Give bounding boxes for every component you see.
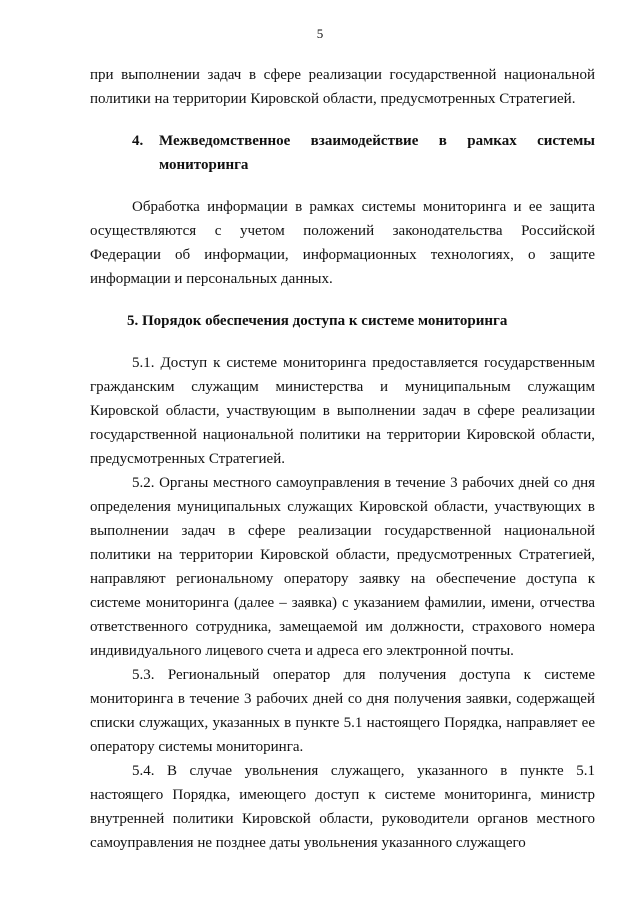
paragraph-5-4: 5.4. В случае увольнения служащего, указанного в пункте 5.1 настоящего Порядка, имеющего доступ к системе мониторинга, министр внутренней политики Кировской области, руководители органов местного самоуправления не позднее даты увольнения указанного служащего <box>90 763 595 851</box>
intro-paragraph: при выполнении задач в сфере реализации государственной национальной политики на территории Кировской области, предусмотренных Стратегией. <box>90 67 595 107</box>
paragraph-5-2: 5.2. Органы местного самоуправления в течение 3 рабочих дней со дня определения муниципальных служащих Кировской области, участвующих в выполнении задач в сфере реализации государственной национальной политики на территории Кировской области, предусмотренных Стратегией, направляют региональному оператору заявку на обеспечение доступа к системе мониторинга (далее – заявка) с указанием фамилии, имени, отчества ответственного сотрудника, замещаемой им должности, страхового номера индивидуального лицевого счета и адреса его электронной почты. <box>90 475 595 659</box>
section-5-heading: 5. Порядок обеспечения доступа к системе мониторинга <box>127 313 508 329</box>
page-number: 5 <box>316 26 324 41</box>
section-4-title: Межведомственное взаимодействие в рамках системы мониторинга <box>159 133 595 173</box>
section-4-paragraph: Обработка информации в рамках системы мониторинга и ее защита осуществляются с учетом положений законодательства Российской Федерации об информации, информационных технологиях, о защите информации и персональных данных. <box>90 199 595 287</box>
document-body <box>90 63 595 855</box>
section-4-heading <box>90 129 595 177</box>
section-4-number: 4. <box>132 133 144 149</box>
paragraph-5-3: 5.3. Региональный оператор для получения доступа к системе мониторинга в течение 3 рабочих дней со дня получения заявки, содержащей списки служащих, указанных в пункте 5.1 настоящего Порядка, направляет ее оператору системы мониторинга. <box>90 667 595 755</box>
paragraph-5-1: 5.1. Доступ к системе мониторинга предоставляется государственным гражданским служащим министерства и муниципальным служащим Кировской области, участвующим в выполнении задач в сфере реализации государственной национальной политики на территории Кировской области, предусмотренных Стратегией. <box>90 355 595 467</box>
